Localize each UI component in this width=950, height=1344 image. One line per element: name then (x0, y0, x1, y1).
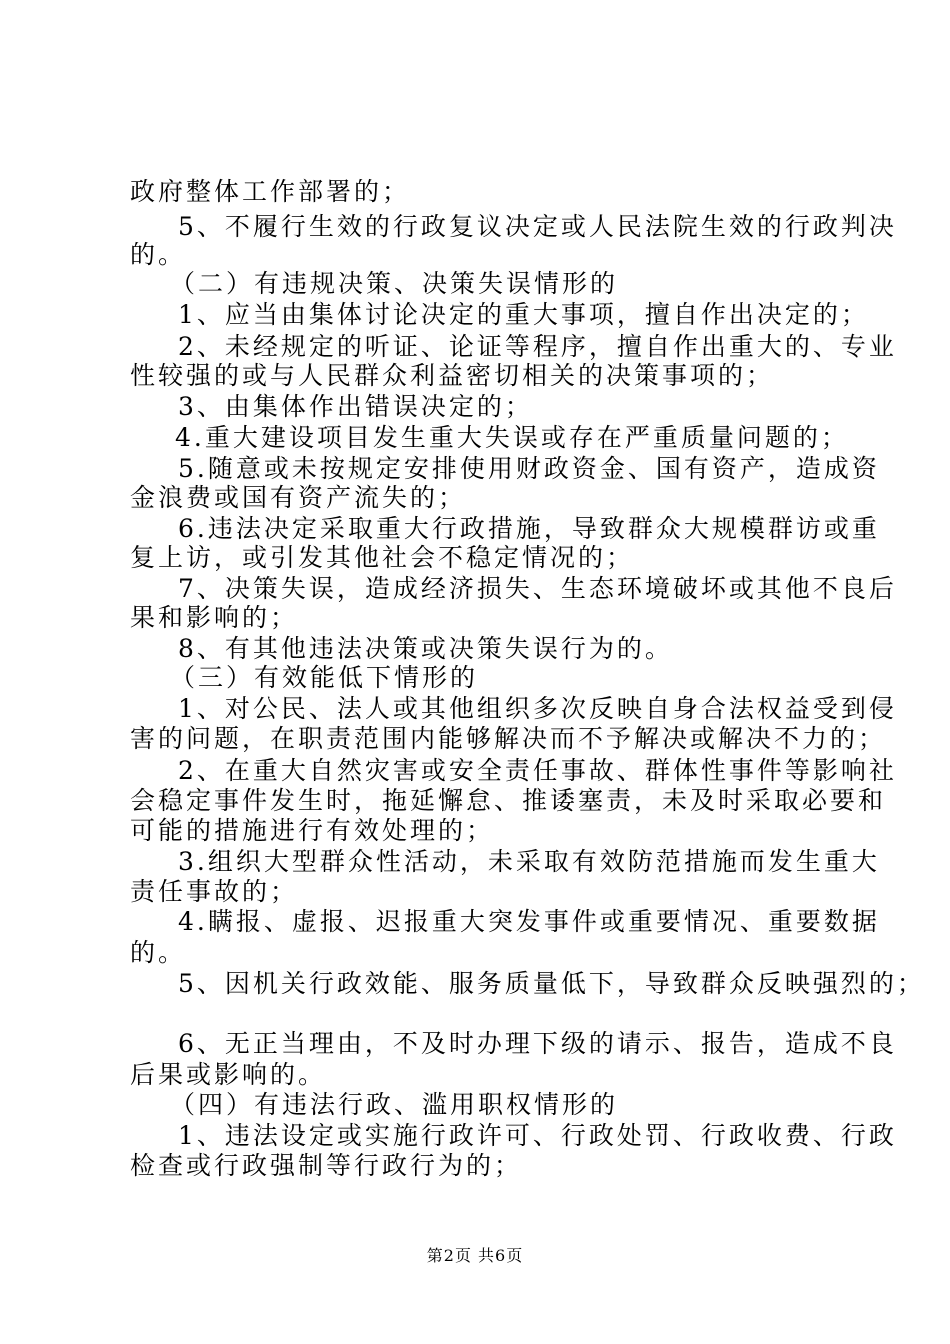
text-line: 性较强的或与人民群众利益密切相关的决策事项的； (130, 361, 775, 390)
section-heading: （三）有效能低下情形的 (170, 663, 479, 692)
text-line: 2、未经规定的听证、论证等程序，擅自作出重大的、专业 (178, 332, 897, 361)
text-line: 果和影响的； (130, 603, 299, 632)
text-line: 检查或行政强制等行政行为的； (130, 1151, 523, 1180)
text-line: 7、决策失误，造成经济损失、生态环境破坏或其他不良后 (178, 574, 897, 603)
text-line: 后果或影响的。 (130, 1060, 327, 1089)
text-line: 3、由集体作出错误决定的； (178, 392, 533, 421)
text-line: 可能的措施进行有效处理的； (130, 816, 495, 845)
text-line: 4.重大建设项目发生重大失误或存在严重质量问题的； (175, 423, 849, 452)
text-line: 6、无正当理由，不及时办理下级的请示、报告，造成不良 (178, 1029, 897, 1058)
page-footer: 第2页 共6页 (426, 1246, 524, 1265)
text-line: 3.组织大型群众性活动，未采取有效防范措施而发生重大 (178, 847, 880, 876)
text-line: 1、对公民、法人或其他组织多次反映自身合法权益受到侵 (178, 694, 897, 723)
text-line: 的。 (130, 938, 187, 967)
text-line: 2、在重大自然灾害或安全责任事故、群体性事件等影响社 (178, 756, 897, 785)
text-line: 害的问题，在职责范围内能够解决而不予解决或解决不力的； (130, 724, 887, 753)
section-heading: （四）有违法行政、滥用职权情形的 (170, 1090, 619, 1119)
text-line: 金浪费或国有资产流失的； (130, 483, 467, 512)
text-line: 责任事故的； (130, 877, 299, 906)
text-line: 1、应当由集体讨论决定的重大事项，擅自作出决定的； (178, 300, 869, 329)
text-line: 5、不履行生效的行政复议决定或人民法院生效的行政判决 (178, 212, 897, 241)
text-line: 8、有其他违法决策或决策失误行为的。 (178, 634, 673, 663)
text-line: 5、因机关行政效能、服务质量低下，导致群众反映强烈的； (178, 969, 925, 998)
text-line: 4.瞒报、虚报、迟报重大突发事件或重要情况、重要数据 (178, 907, 880, 936)
text-line: 1、违法设定或实施行政许可、行政处罚、行政收费、行政 (178, 1121, 897, 1150)
text-line: 的。 (130, 240, 187, 269)
text-line: 会稳定事件发生时，拖延懈怠、推诿塞责，未及时采取必要和 (130, 786, 887, 815)
section-heading: （二）有违规决策、决策失误情形的 (170, 269, 619, 298)
text-line: 6.违法决定采取重大行政措施，导致群众大规模群访或重 (178, 514, 880, 543)
text-line: 政府整体工作部署的； (130, 177, 411, 206)
text-line: 5.随意或未按规定安排使用财政资金、国有资产，造成资 (178, 454, 880, 483)
text-line: 复上访，或引发其他社会不稳定情况的； (130, 543, 635, 572)
